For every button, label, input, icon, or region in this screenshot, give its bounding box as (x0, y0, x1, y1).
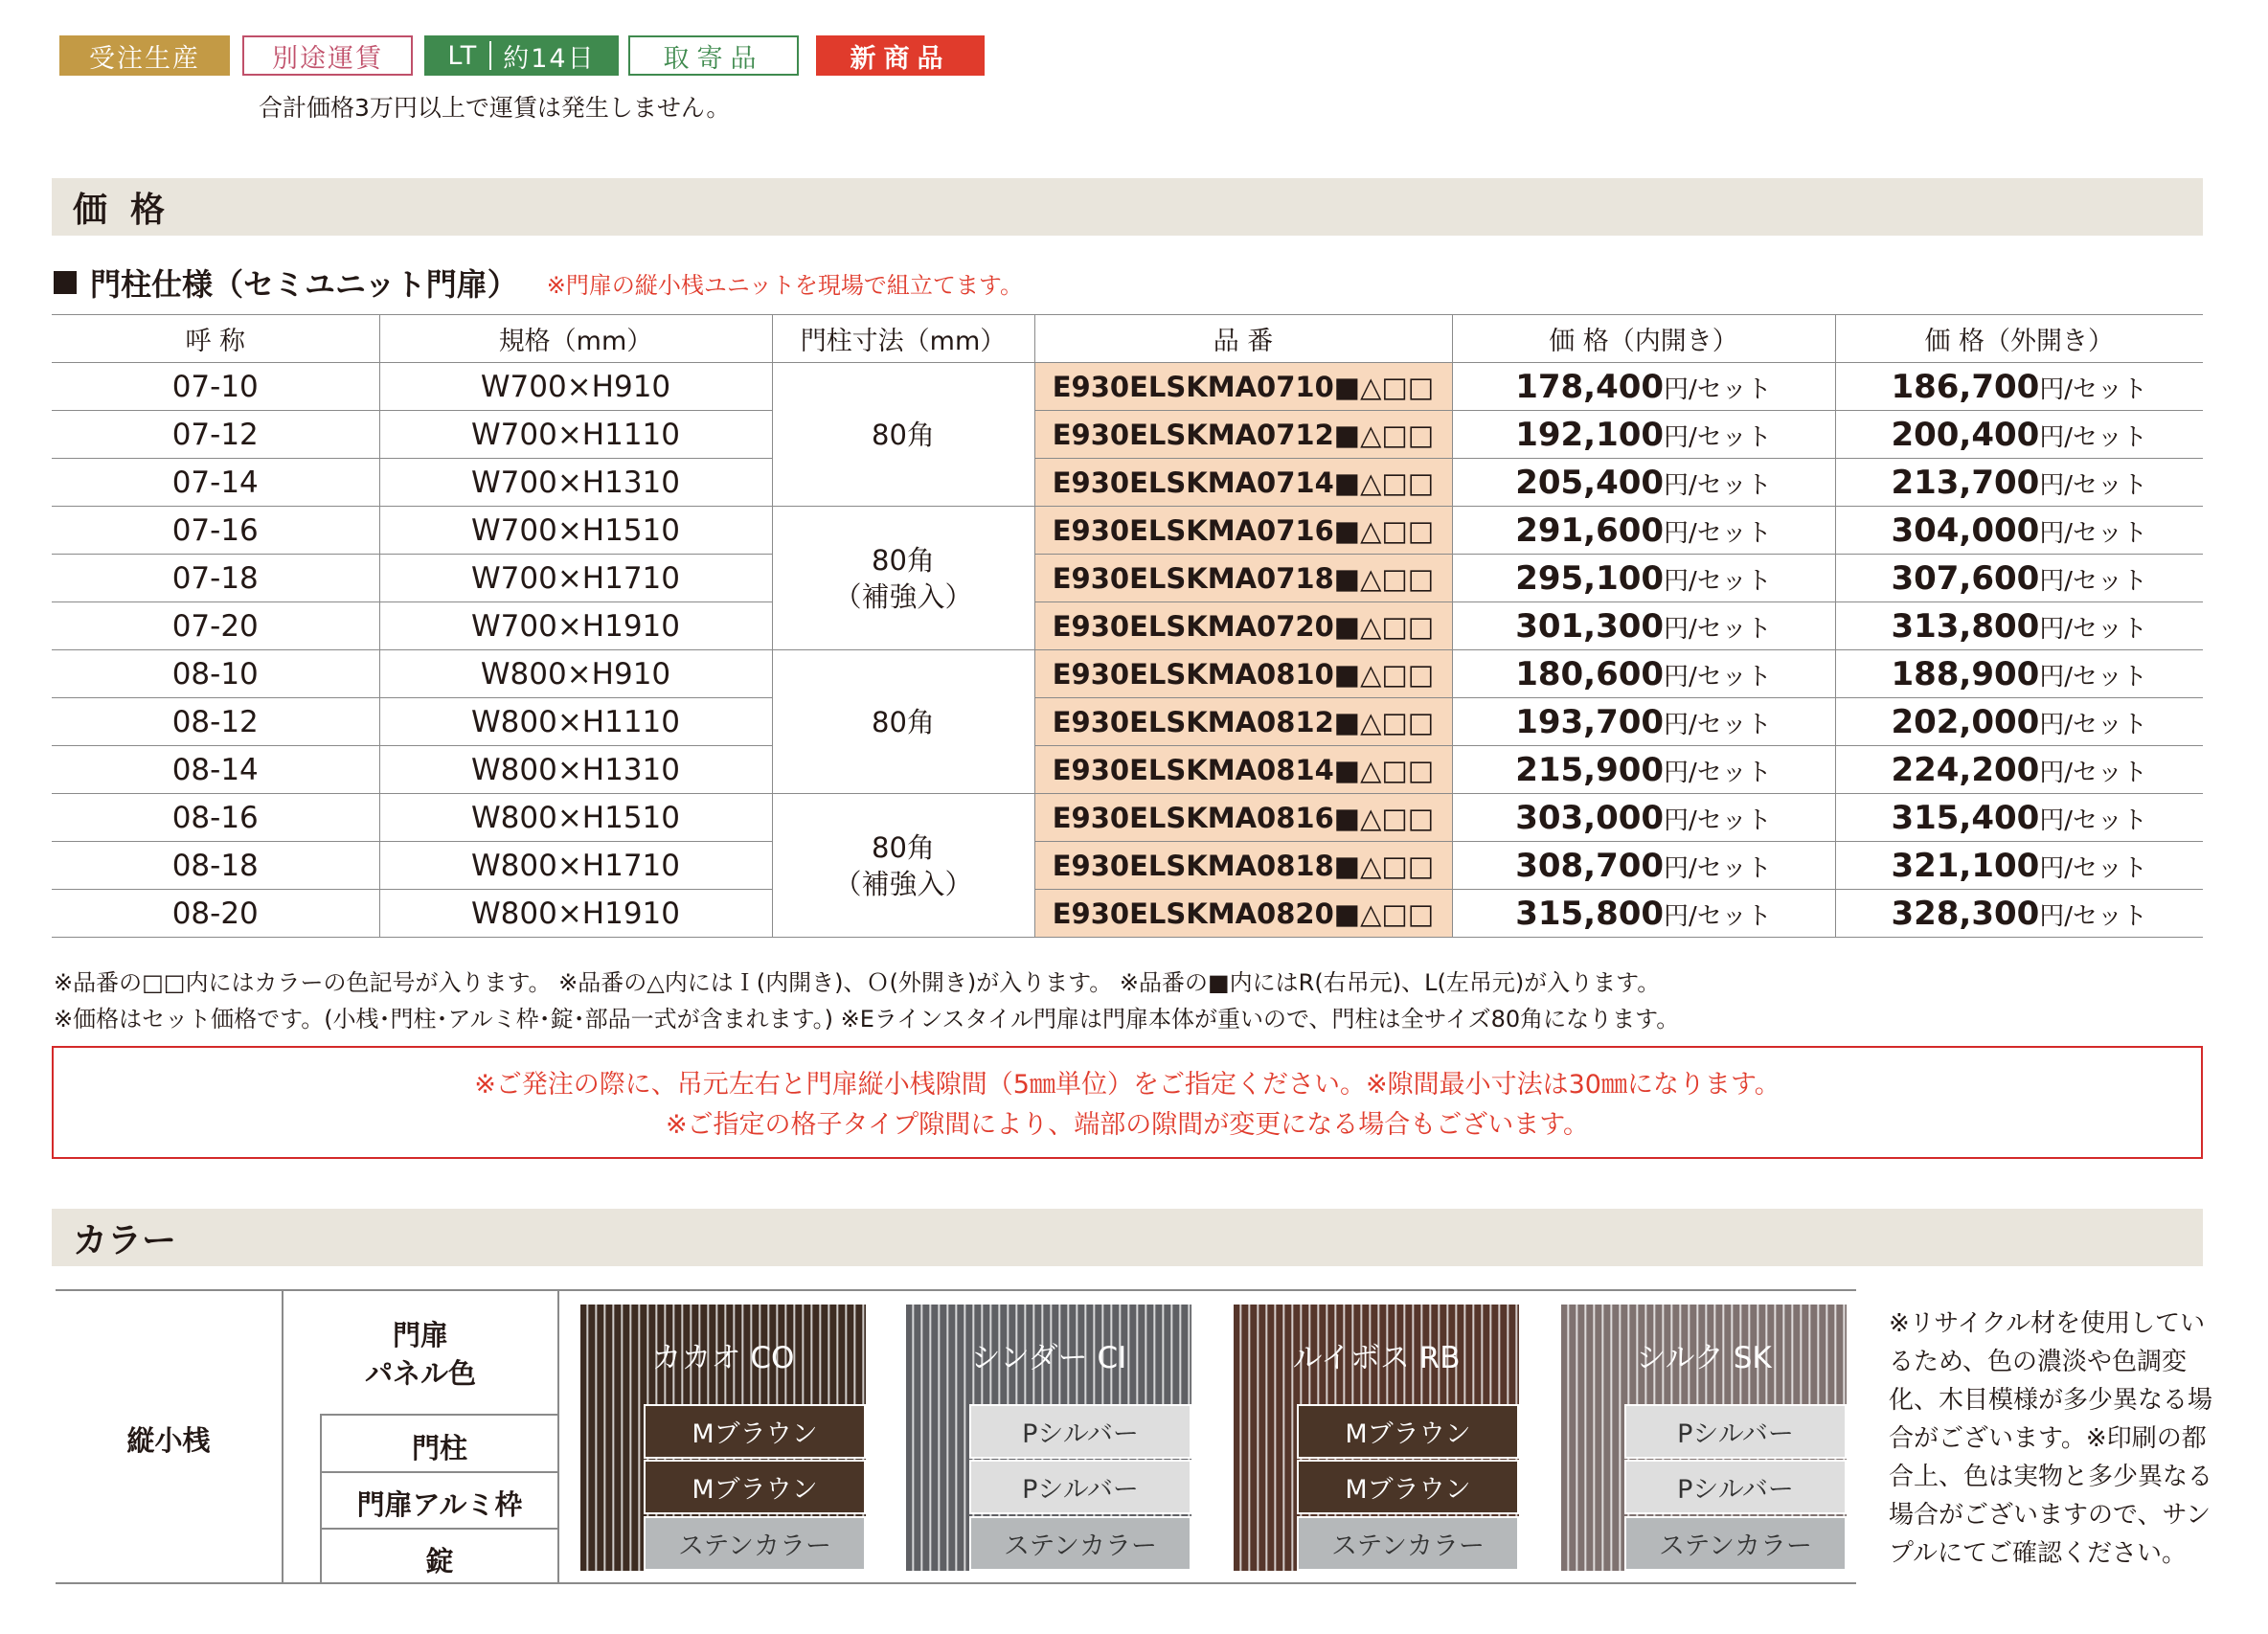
frame-color-chip: Mブラウン (1297, 1460, 1519, 1514)
cell-price-out (1835, 411, 2203, 459)
price-value: 303,000 (1515, 798, 1665, 837)
panel-color-label (284, 1316, 557, 1393)
post-size-text: 80角 (872, 418, 935, 451)
cell-size: W700×H1310 (379, 459, 772, 507)
table-row (52, 602, 2203, 650)
frame-color-chip: Pシルバー (969, 1460, 1191, 1514)
cell-price-out (1835, 842, 2203, 890)
post-color-chip: Pシルバー (1624, 1404, 1847, 1459)
divider (489, 41, 491, 70)
cell-price-in (1452, 842, 1835, 890)
cell-code: E930ELSKMA0812■△□□ (1034, 698, 1452, 746)
cell-code: E930ELSKMA0712■△□□ (1034, 411, 1452, 459)
color-swatch (906, 1305, 1191, 1571)
cell-price-out (1835, 555, 2203, 602)
cell-name: 08-10 (52, 650, 379, 698)
footnote-2: ※価格はセット価格です。(小桟･門柱･アルミ枠･錠･部品一式が含まれます。) ※Eラインスタイル門扉は門扉本体が重いので、門柱は全サイズ80角になります。 (54, 1006, 1680, 1033)
divider (320, 1414, 557, 1416)
cell-code: E930ELSKMA0810■△□□ (1034, 650, 1452, 698)
lock-color-chip: ステンカラー (969, 1516, 1191, 1571)
post-color-chip: Mブラウン (644, 1404, 866, 1459)
cell-post-size (772, 507, 1034, 650)
table-row (52, 411, 2203, 459)
cell-code: E930ELSKMA0816■△□□ (1034, 794, 1452, 842)
post-label: 門柱 (411, 1432, 467, 1464)
price-value: 215,900 (1515, 750, 1665, 789)
table-row (52, 363, 2203, 411)
cell-post-size (772, 363, 1034, 507)
price-value: 291,600 (1515, 511, 1665, 550)
cell-code: E930ELSKMA0710■△□□ (1034, 363, 1452, 411)
cell-name: 08-12 (52, 698, 379, 746)
spec-heading-text: 門柱仕様（セミユニット門扉） (90, 266, 518, 303)
red-notice-box (52, 1046, 2203, 1159)
cell-price-out (1835, 890, 2203, 938)
lock-color-chip: ステンカラー (1624, 1516, 1847, 1571)
tag-label: 取寄品 (663, 43, 764, 74)
cell-price-out (1835, 507, 2203, 555)
cell-price-in (1452, 459, 1835, 507)
panel-label-line-1: 門扉 (392, 1319, 448, 1351)
header-size: 規格（mm） (379, 315, 772, 363)
spec-note: ※門扉の縦小桟ユニットを現場で組立てます。 (546, 271, 1023, 299)
tag-label: 新商品 (850, 43, 951, 74)
price-value: 188,900 (1891, 654, 2040, 693)
price-value: 315,400 (1891, 798, 2040, 837)
divider (320, 1528, 557, 1530)
lock-label: 錠 (425, 1545, 454, 1577)
header-price-in: 価 格（内開き） (1452, 315, 1835, 363)
cell-price-in (1452, 363, 1835, 411)
red-notice-line-2: ※ご指定の格子タイプ隙間により、端部の隙間が変更になる場合もございます。 (665, 1110, 1590, 1140)
cell-price-out (1835, 602, 2203, 650)
table-row (52, 794, 2203, 842)
cell-code: E930ELSKMA0718■△□□ (1034, 555, 1452, 602)
post-color-chip: Pシルバー (969, 1404, 1191, 1459)
table-row (52, 507, 2203, 555)
price-value: 328,300 (1891, 894, 2040, 933)
color-section-title: カラー (52, 1209, 2203, 1266)
table-row (52, 698, 2203, 746)
price-table (52, 314, 2203, 938)
cell-price-out (1835, 650, 2203, 698)
cell-price-in (1452, 411, 1835, 459)
cell-post-size (772, 650, 1034, 794)
cell-size: W800×H1310 (379, 746, 772, 794)
price-unit: 円/セット (2039, 758, 2148, 787)
cell-price-in (1452, 746, 1835, 794)
price-value: 313,800 (1891, 606, 2040, 646)
cell-name: 08-14 (52, 746, 379, 794)
price-unit: 円/セット (2039, 422, 2148, 452)
price-unit: 円/セット (1664, 710, 1772, 739)
new-product-tag (816, 35, 985, 76)
price-unit: 円/セット (2039, 374, 2148, 404)
price-value: 205,400 (1515, 463, 1665, 502)
cell-name: 08-16 (52, 794, 379, 842)
cell-name: 07-12 (52, 411, 379, 459)
frame-color-chip: Pシルバー (1624, 1460, 1847, 1514)
cell-price-in (1452, 602, 1835, 650)
price-value: 202,000 (1891, 702, 2040, 741)
cell-name: 07-20 (52, 602, 379, 650)
price-unit: 円/セット (2039, 806, 2148, 835)
price-unit: 円/セット (2039, 710, 2148, 739)
side-note: ※リサイクル材を使用しているため、色の濃淡や色調変化、木目模様が多少異なる場合がございます。※印刷の都合上、色は実物と多少異なる場合がございますので、サンプルにてご確認ください。 (1889, 1309, 2213, 1568)
price-unit: 円/セット (2039, 901, 2148, 931)
swatch-name: シンダー CI (970, 1341, 1127, 1375)
table-row (52, 650, 2203, 698)
cell-price-out (1835, 363, 2203, 411)
divider (56, 1289, 1856, 1291)
color-swatch (580, 1305, 866, 1571)
price-unit: 円/セット (2039, 853, 2148, 883)
header-name: 呼 称 (52, 315, 379, 363)
price-value: 180,600 (1515, 654, 1665, 693)
price-unit: 円/セット (1664, 518, 1772, 548)
price-unit: 円/セット (1664, 422, 1772, 452)
divider (56, 1582, 1856, 1584)
cell-price-in (1452, 698, 1835, 746)
table-row (52, 842, 2203, 890)
price-value: 295,100 (1515, 558, 1665, 598)
price-value: 315,800 (1515, 894, 1665, 933)
price-value: 321,100 (1891, 846, 2040, 885)
cell-post-size (772, 794, 1034, 938)
price-value: 178,400 (1515, 367, 1665, 406)
swatch-name: ルイボス RB (1292, 1341, 1461, 1375)
price-unit: 円/セット (1664, 374, 1772, 404)
price-unit: 円/セット (1664, 566, 1772, 596)
post-size-text: 80角 (872, 543, 935, 577)
cell-size: W800×H1710 (379, 842, 772, 890)
panel-label-line-2: パネル色 (364, 1357, 476, 1390)
price-unit: 円/セット (1664, 901, 1772, 931)
post-size-text: 80角 (872, 830, 935, 864)
table-row (52, 890, 2203, 938)
frame-label: 門扉アルミ枠 (356, 1488, 523, 1521)
footnote-1: ※品番の□□内にはカラーの色記号が入ります。 ※品番の△内にはＩ(内開き)、Ｏ(外開き)が入ります。 ※品番の■内にはR(右吊元)、L(左吊元)が入ります。 (54, 969, 1661, 996)
price-unit: 円/セット (1664, 662, 1772, 692)
freight-note: 合計価格3万円以上で運賃は発生しません。 (259, 94, 731, 122)
lead-time-label: LT (447, 40, 479, 71)
color-swatch (1561, 1305, 1847, 1571)
tag-label: 別途運賃 (272, 43, 383, 74)
cell-price-in (1452, 890, 1835, 938)
red-notice-line-1: ※ご発注の際に、吊元左右と門扉縦小桟隙間（5㎜単位）をご指定ください。※隙間最小寸法は30㎜になります。 (474, 1070, 1780, 1100)
divider (557, 1289, 559, 1584)
lead-time-value: 約14日 (503, 43, 596, 74)
cell-price-in (1452, 794, 1835, 842)
made-to-order-tag (59, 35, 230, 76)
table-row (52, 459, 2203, 507)
price-unit: 円/セット (2039, 614, 2148, 644)
vertical-slat-label: 縦小桟 (126, 1424, 211, 1457)
cell-price-out (1835, 746, 2203, 794)
price-value: 304,000 (1891, 511, 2040, 550)
cell-code: E930ELSKMA0818■△□□ (1034, 842, 1452, 890)
cell-name: 07-16 (52, 507, 379, 555)
price-unit: 円/セット (1664, 470, 1772, 500)
price-unit: 円/セット (2039, 470, 2148, 500)
post-size-sub: （補強入） (833, 867, 973, 900)
cell-size: W800×H1910 (379, 890, 772, 938)
cell-name: 07-10 (52, 363, 379, 411)
table-row (52, 555, 2203, 602)
price-value: 224,200 (1891, 750, 2040, 789)
cell-code: E930ELSKMA0820■△□□ (1034, 890, 1452, 938)
post-size-sub: （補強入） (833, 579, 973, 613)
tag-label: 受注生産 (89, 43, 200, 74)
frame-color-chip: Mブラウン (644, 1460, 866, 1514)
cell-price-in (1452, 507, 1835, 555)
lead-time-tag (424, 35, 619, 76)
cell-size: W700×H1710 (379, 555, 772, 602)
price-unit: 円/セット (1664, 806, 1772, 835)
color-swatch (1234, 1305, 1519, 1571)
cell-code: E930ELSKMA0716■△□□ (1034, 507, 1452, 555)
post-size-text: 80角 (872, 705, 935, 738)
cell-name: 07-14 (52, 459, 379, 507)
cell-size: W800×H1110 (379, 698, 772, 746)
header-code: 品 番 (1034, 315, 1452, 363)
cell-size: W700×H1110 (379, 411, 772, 459)
price-unit: 円/セット (1664, 853, 1772, 883)
table-row (52, 746, 2203, 794)
cell-price-in (1452, 555, 1835, 602)
divider (320, 1471, 557, 1473)
cell-price-out (1835, 698, 2203, 746)
header-post: 門柱寸法（mm） (772, 315, 1034, 363)
swatch-name: カカオ CO (651, 1341, 795, 1375)
post-color-chip: Mブラウン (1297, 1404, 1519, 1459)
square-bullet-icon (54, 271, 77, 294)
price-value: 193,700 (1515, 702, 1665, 741)
table-header-row (52, 315, 2203, 363)
price-value: 186,700 (1891, 367, 2040, 406)
cell-size: W700×H1510 (379, 507, 772, 555)
price-unit: 円/セット (2039, 518, 2148, 548)
cell-name: 07-18 (52, 555, 379, 602)
price-section-title: 価格 (52, 178, 2203, 236)
cell-size: W800×H910 (379, 650, 772, 698)
header-price-out: 価 格（外開き） (1835, 315, 2203, 363)
price-value: 200,400 (1891, 415, 2040, 454)
spec-heading (54, 261, 1023, 305)
cell-code: E930ELSKMA0714■△□□ (1034, 459, 1452, 507)
price-unit: 円/セット (2039, 566, 2148, 596)
separate-freight-tag (242, 35, 413, 76)
cell-size: W800×H1510 (379, 794, 772, 842)
cell-name: 08-18 (52, 842, 379, 890)
order-item-tag (628, 35, 799, 76)
lock-color-chip: ステンカラー (1297, 1516, 1519, 1571)
price-unit: 円/セット (1664, 758, 1772, 787)
cell-code: E930ELSKMA0814■△□□ (1034, 746, 1452, 794)
cell-price-out (1835, 794, 2203, 842)
cell-price-out (1835, 459, 2203, 507)
cell-size: W700×H1910 (379, 602, 772, 650)
cell-price-in (1452, 650, 1835, 698)
cell-size: W700×H910 (379, 363, 772, 411)
cell-code: E930ELSKMA0720■△□□ (1034, 602, 1452, 650)
cell-name: 08-20 (52, 890, 379, 938)
price-value: 308,700 (1515, 846, 1665, 885)
price-value: 192,100 (1515, 415, 1665, 454)
swatch-name: シルク SK (1636, 1341, 1772, 1375)
price-unit: 円/セット (1664, 614, 1772, 644)
price-value: 307,600 (1891, 558, 2040, 598)
price-value: 301,300 (1515, 606, 1665, 646)
lock-color-chip: ステンカラー (644, 1516, 866, 1571)
price-unit: 円/セット (2039, 662, 2148, 692)
price-value: 213,700 (1891, 463, 2040, 502)
